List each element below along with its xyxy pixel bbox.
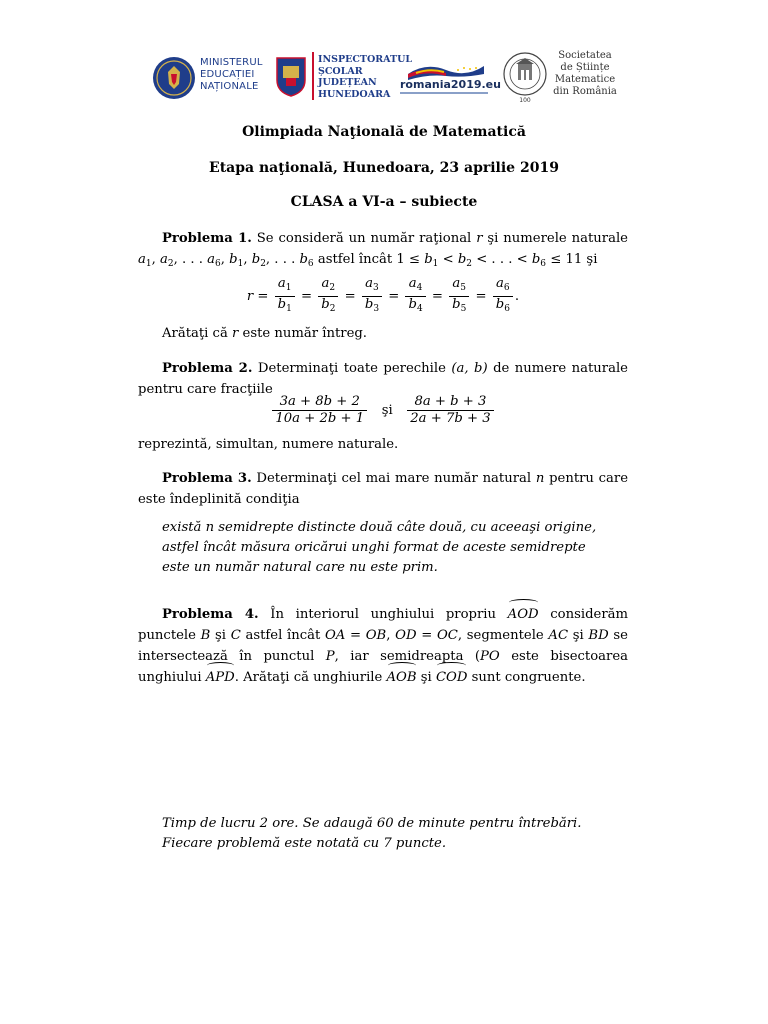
problem-1-statement: Problema 1. Se consideră un număr raţional r şi numerele naturale $a_1$, $a_2$, . . . $a_6$, $b_1$, $b_2$, . . . $b_6$ astfel încât $1 \le b_1 < b_2$ < . . . < $b_6 \le 11$ şi xyxy=(138,231,628,269)
problem-4-text-3: şi xyxy=(215,628,227,643)
problem-2-label: Problema 2. xyxy=(162,361,253,376)
problem-2-fractions xyxy=(138,394,628,427)
problem-4-text-8: este bisectoarea unghiului xyxy=(138,649,629,685)
problem-2-tail: reprezintă, simultan, numere naturale. xyxy=(138,437,399,452)
problem-4-statement: Problema 4. În interiorul unghiului propriu AOD considerăm punctele B şi C astfel încât OA = OB, OD = OC, segmentele AC şi BD se intersectează în punctul P, iar semidreapta (PO este bisectoarea unghiului APD. Arătaţi că unghiurile AOB şi COD sunt congruente. xyxy=(138,604,628,688)
problem-3-text-a: Determinaţi cel mai mare număr natural xyxy=(256,471,532,486)
ministry-logo xyxy=(150,46,263,108)
fraction-2-numerator: 8a + b + 3 xyxy=(407,394,493,411)
problem-1-conclusion: Arătaţi că r este număr întreg. xyxy=(162,326,368,341)
inspectorate-line-4: HUNEDOARA xyxy=(318,88,391,100)
condition-line-1: există n semidrepte distincte două câte două, cu aceeaşi origine, xyxy=(162,520,597,535)
problem-1-label: Problema 1. xyxy=(162,231,252,246)
exam-stage: Etapa naţională, Hunedoara, 23 aprilie 2019 xyxy=(209,160,559,176)
ssmr-line-4: din România xyxy=(553,86,617,97)
problem-4-text-9: Arătaţi că unghiurile xyxy=(243,670,383,685)
ssmr-year: 100 xyxy=(519,97,531,104)
problem-2-pair: (a, b) xyxy=(451,361,488,376)
problem-3-text-b: pentru care este îndeplinită condiţia xyxy=(138,471,628,507)
ssmr-line-3: Matematice xyxy=(554,74,616,85)
romania2019-text: romania2019.eu xyxy=(400,78,501,91)
inspectorate-line-3: JUDEȚEAN xyxy=(318,77,377,89)
problem-4-text-10: sunt congruente. xyxy=(471,670,586,685)
exam-title: Olimpiada Naţională de Matematică xyxy=(242,124,526,140)
footer-time: Timp de lucru 2 ore. Se adaugă 60 de minute pentru întrebări. xyxy=(162,816,582,831)
problem-3-condition xyxy=(162,518,602,578)
ssmr-line-1: Societatea xyxy=(558,50,612,61)
problem-1-text-b: şi numerele naturale xyxy=(487,231,628,246)
fraction-1-denominator: 10a + 2b + 1 xyxy=(275,411,365,426)
problem-2-and: şi xyxy=(381,403,393,418)
exam-class: CLASA a VI-a – subiecte xyxy=(290,194,478,210)
problem-4-text-1: În interiorul unghiului propriu xyxy=(270,607,496,622)
romania2019-logo xyxy=(398,46,501,108)
ministry-line-3: NAȚIONALE xyxy=(200,81,259,92)
problem-3-label: Problema 3. xyxy=(162,471,252,486)
problem-4-text-4: astfel încât xyxy=(245,628,321,643)
inspectorate-logo xyxy=(270,46,413,108)
problem-2-text-b: de numere naturale pentru care fracţiile xyxy=(138,361,628,397)
problem-1-equation: r = $\frac{a_1}{b_1}$ = $\frac{a_2}{b_2}$ = $\frac{a_3}{b_3}$ = $\frac{a_4}{b_4}$ = $\frac{a_5}{b_5}$ = $\frac{a_6}{b_6}$ . xyxy=(246,276,520,314)
fraction-1-numerator: 3a + 8b + 2 xyxy=(272,394,367,411)
problem-1-text-c: astfel încât xyxy=(317,252,393,267)
problem-4-text-7: iar semidreapta xyxy=(350,649,464,664)
problem-2-text-a: Determinaţi toate perechile xyxy=(257,361,446,376)
problem-3-statement: Problema 3. Determinaţi cel mai mare număr natural n pentru care este îndeplinită condiţia xyxy=(138,471,628,507)
exam-footer xyxy=(162,814,622,854)
ministry-seal-icon xyxy=(152,56,196,100)
ssmr-logo xyxy=(502,46,620,108)
county-crest-icon xyxy=(274,54,308,98)
ssmr-line-2: de Științe xyxy=(560,62,610,73)
ministry-line-1: MINISTERUL xyxy=(200,57,263,68)
inspectorate-line-1: INSPECTORATUL xyxy=(318,54,413,65)
logos-row xyxy=(150,46,620,108)
problem-4-label: Problema 4. xyxy=(162,607,259,622)
fraction-2-denominator: 2a + 7b + 3 xyxy=(410,411,491,426)
footer-points: Fiecare problemă este notată cu 7 puncte. xyxy=(162,836,447,851)
condition-line-3: este un număr natural care nu este prim. xyxy=(162,560,438,575)
problem-4-text-2: considerăm punctele xyxy=(138,607,628,643)
equation-lhs: r = xyxy=(246,289,269,304)
problem-1-text-a: Se consideră un număr raţional xyxy=(256,231,472,246)
problem-4-text-6: se intersectează în punctul xyxy=(138,628,628,664)
problem-1-conclusion-b: este număr întreg. xyxy=(242,326,368,341)
ministry-line-2: EDUCAȚIEI xyxy=(200,69,255,80)
inspectorate-line-2: ȘCOLAR xyxy=(318,65,363,77)
ssmr-seal-icon xyxy=(502,50,548,104)
problem-1-conclusion-a: Arătaţi că xyxy=(162,326,228,341)
condition-line-2: astfel încât măsura oricărui unghi format de aceste semidrepte xyxy=(162,540,586,555)
problem-4-text-5: segmentele xyxy=(466,628,544,643)
